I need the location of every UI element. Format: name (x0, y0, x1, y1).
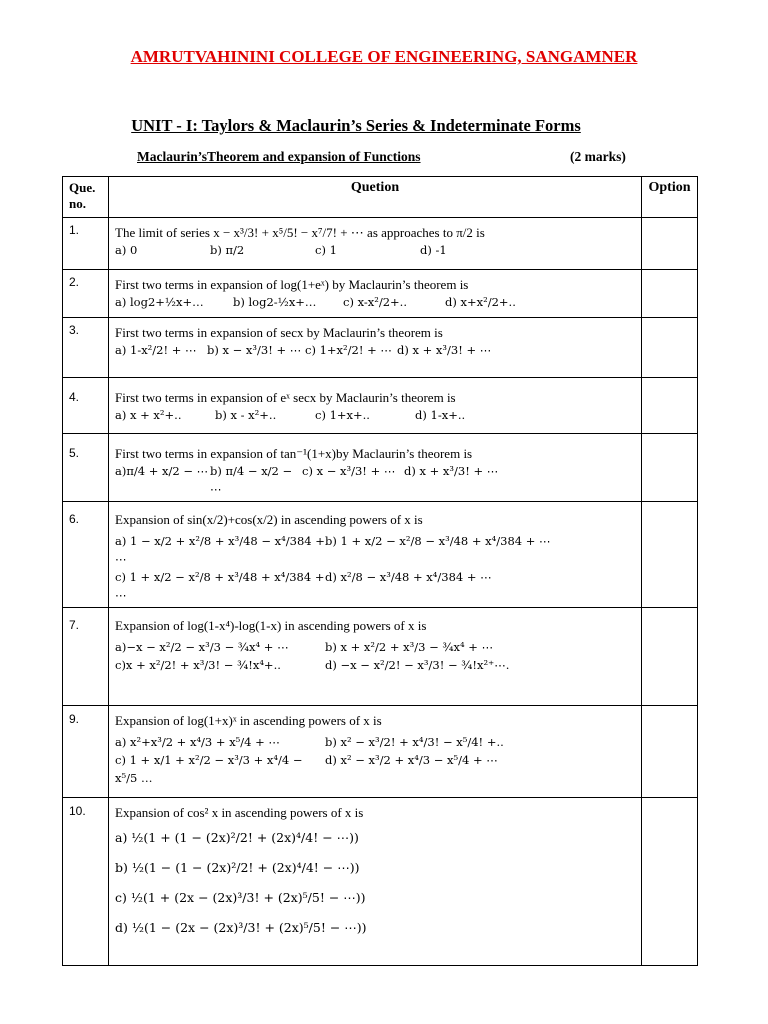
table-row (63, 270, 698, 318)
question-number: 9. (63, 706, 109, 798)
table-row (63, 706, 698, 798)
option-a: a)−x − x²/2 − x³/3 − ¾x⁴ + ⋯ (115, 640, 289, 654)
option-d: d) x+x²/2+.. (445, 295, 516, 309)
option-d: d) -1 (420, 243, 447, 257)
option-answer-cell (642, 270, 698, 318)
question-number: 5. (63, 434, 109, 502)
question-cell (109, 502, 642, 608)
question-text: Expansion of log(1-x⁴)-log(1-x) in ascending powers of x is (115, 618, 427, 633)
question-table (62, 176, 698, 966)
option-answer-cell (642, 218, 698, 270)
option-a: a) x²+x³/2 + x⁴/3 + x⁵/4 + ⋯ (115, 735, 280, 749)
option-answer-cell (642, 608, 698, 706)
header-question: Quetion (109, 177, 642, 218)
question-number: 6. (63, 502, 109, 608)
option-answer-cell (642, 378, 698, 434)
question-cell (109, 798, 642, 966)
option-answer-cell (642, 798, 698, 966)
option-a: a) log2+½x+… (115, 295, 204, 309)
option-b: b) π/4 − x/2 − ⋯ (210, 464, 293, 496)
option-a: a) 0 (115, 243, 138, 257)
option-d: d) ½(1 − (2x − (2x)³/3! + (2x)⁵/5! − ⋯)) (115, 920, 367, 935)
question-number: 1. (63, 218, 109, 270)
question-text: First two terms in expansion of secx by Maclaurin’s theorem is (115, 325, 443, 340)
question-cell (109, 608, 642, 706)
question-text: First two terms in expansion of tan⁻¹(1+x)by Maclaurin’s theorem is (115, 446, 473, 461)
question-number: 7. (63, 608, 109, 706)
option-c: c) x − x³/3! + ⋯ (302, 464, 396, 478)
option-a: a) ½(1 + (1 − (2x)²/2! + (2x)⁴/4! − ⋯)) (115, 830, 359, 845)
option-c: c) ½(1 + (2x − (2x)³/3! + (2x)⁵/5! − ⋯)) (115, 890, 366, 905)
option-c: c) 1+x+.. (315, 408, 370, 422)
option-d: d) 1-x+.. (415, 408, 466, 422)
question-number: 10. (63, 798, 109, 966)
option-c: c)x + x²/2! + x³/3! − ¾!x⁴+.. (115, 658, 281, 672)
college-name: AMRUTVAHININI COLLEGE OF ENGINEERING, SANGAMNER (130, 47, 638, 66)
question-cell (109, 270, 642, 318)
option-b: b) x - x²+.. (215, 408, 277, 422)
option-answer-cell (642, 434, 698, 502)
option-b: b) ½(1 − (1 − (2x)²/2! + (2x)⁴/4! − ⋯)) (115, 860, 360, 875)
question-text: Expansion of log(1+x)ˣ in ascending powers of x is (115, 713, 382, 728)
question-number: 4. (63, 378, 109, 434)
option-b: b) 1 + x/2 − x²/8 − x³/48 + x⁴/384 + ⋯ (325, 534, 551, 548)
option-b: b) x + x²/2 + x³/3 − ¾x⁴ + ⋯ (325, 640, 494, 654)
option-d: d) −x − x²/2! − x³/3! − ¾!x²⁺⋯. (325, 658, 510, 672)
option-answer-cell (642, 502, 698, 608)
option-a: a) x + x²+.. (115, 408, 182, 422)
question-text: First two terms in expansion of log(1+eˣ) by Maclaurin’s theorem is (115, 277, 469, 292)
option-b: b) log2-½x+… (233, 295, 317, 309)
option-a: a) 1 − x/2 + x²/8 + x³/48 − x⁴/384 + ⋯ (115, 534, 325, 566)
option-d: d) x²/8 − x³/48 + x⁴/384 + ⋯ (325, 570, 492, 584)
option-d: d) x + x³/3! + ⋯ (404, 464, 499, 478)
marks-label: (2 marks) (570, 149, 626, 164)
question-cell (109, 378, 642, 434)
option-b: b) π/2 (210, 243, 245, 257)
table-row (63, 502, 698, 608)
table-row (63, 434, 698, 502)
question-cell (109, 434, 642, 502)
question-text: The limit of series x − x³/3! + x⁵/5! − x⁷/7! + ⋯ as approaches to π/2 is (115, 225, 485, 240)
question-text: First two terms in expansion of eˣ secx by Maclaurin’s theorem is (115, 390, 456, 405)
question-cell (109, 706, 642, 798)
question-number: 3. (63, 318, 109, 378)
option-b: b) x − x³/3! + ⋯ (207, 343, 302, 357)
option-c: c) x-x²/2+.. (343, 295, 407, 309)
table-header-row (63, 177, 698, 218)
table-row (63, 798, 698, 966)
table-row (63, 378, 698, 434)
header-qno: Que. no. (63, 177, 109, 218)
question-number: 2. (63, 270, 109, 318)
question-cell (109, 318, 642, 378)
option-d: d) x + x³/3! + ⋯ (397, 343, 492, 357)
option-c: c) 1 + x/2 − x²/8 + x³/48 + x⁴/384 + ⋯ (115, 570, 325, 602)
option-answer-cell (642, 706, 698, 798)
question-cell (109, 218, 642, 270)
option-a: a) 1-x²/2! + ⋯ (115, 343, 197, 357)
unit-title: UNIT - I: Taylors & Maclaurin’s Series & Indeterminate Forms (131, 116, 581, 135)
section-subtitle: Maclaurin’sTheorem and expansion of Functions (137, 149, 421, 164)
option-c: c) 1+x²/2! + ⋯ (305, 343, 392, 357)
table-row (63, 608, 698, 706)
question-text: Expansion of sin(x/2)+cos(x/2) in ascending powers of x is (115, 512, 423, 527)
table-row (63, 218, 698, 270)
header-option: Option (642, 177, 698, 218)
option-b: b) x² − x³/2! + x⁴/3! − x⁵/4! +.. (325, 735, 504, 749)
option-d: d) x² − x³/2 + x⁴/3 − x⁵/4 + ⋯ (325, 753, 498, 767)
question-text: Expansion of cos² x in ascending powers of x is (115, 805, 364, 820)
option-c: c) 1 (315, 243, 337, 257)
option-answer-cell (642, 318, 698, 378)
table-row (63, 318, 698, 378)
option-a: a)π/4 + x/2 − ⋯ (115, 464, 209, 478)
option-c: c) 1 + x/1 + x²/2 − x³/3 + x⁴/4 − x⁵/5 … (115, 753, 303, 785)
